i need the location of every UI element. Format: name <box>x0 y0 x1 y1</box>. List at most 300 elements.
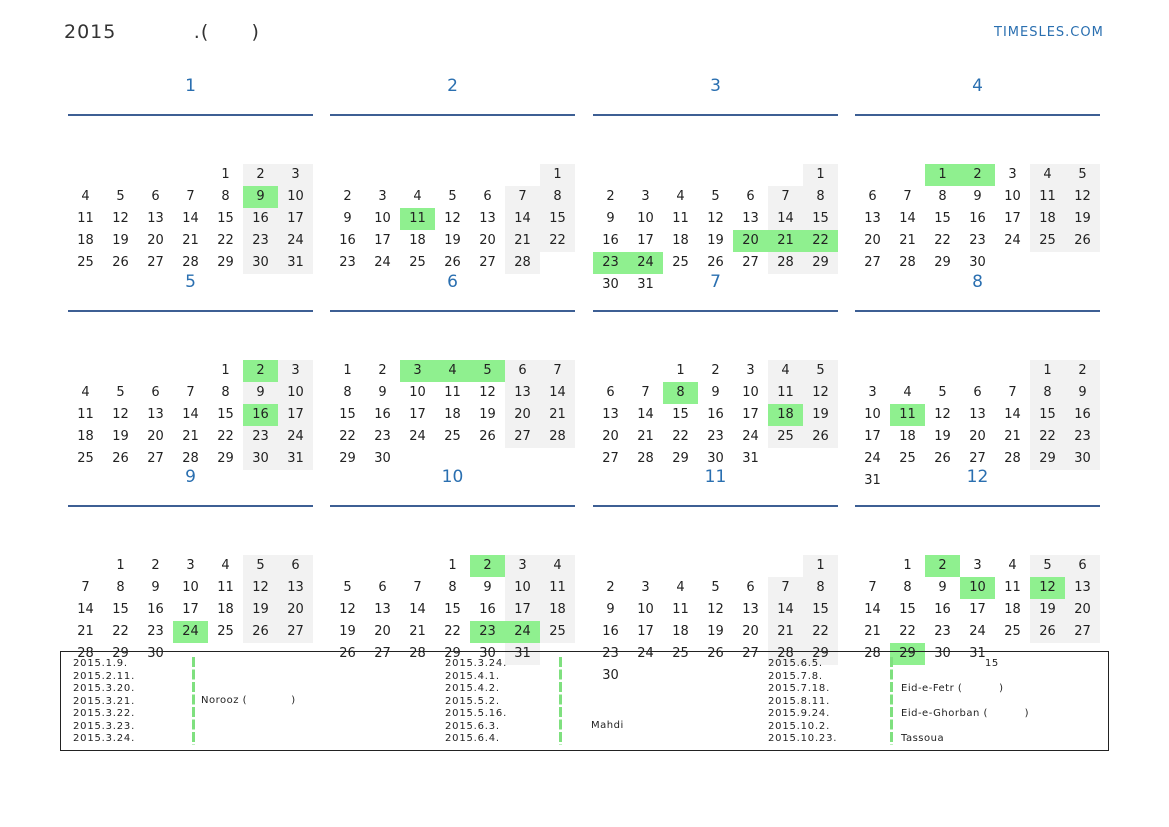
day-cell: 22 <box>803 621 838 643</box>
day-cell: 19 <box>1030 599 1065 621</box>
day-cell: 7 <box>413 580 422 595</box>
day-cell: 14 <box>899 211 916 226</box>
day-cell: 14 <box>505 208 540 230</box>
day-cell: 29 <box>803 643 838 665</box>
day-cell: 7 <box>1008 385 1017 400</box>
day-cell: 3 <box>746 363 755 378</box>
day-cell: 6 <box>378 580 387 595</box>
day-cell: 17 <box>637 624 654 639</box>
holiday-day-cell: 2 <box>960 164 995 186</box>
day-cell: 21 <box>1004 429 1021 444</box>
legend-date: 2015.3.23. <box>73 720 136 732</box>
site-brand[interactable]: TIMESLES.COM <box>994 25 1104 40</box>
day-cell: 19 <box>243 599 278 621</box>
day-cell: 15 <box>339 407 356 422</box>
day-cell: 31 <box>505 643 540 665</box>
holiday-day-cell: 24 <box>505 621 540 643</box>
day-cell: 23 <box>147 624 164 639</box>
day-cell: 20 <box>505 404 540 426</box>
day-cell: 28 <box>1004 451 1021 466</box>
day-cell: 22 <box>899 624 916 639</box>
legend-date: 2015.8.11. <box>768 695 831 707</box>
month-rule <box>330 310 575 312</box>
holiday-day-cell: 22 <box>803 230 838 252</box>
month-label: 10 <box>441 467 464 487</box>
day-cell: 2 <box>711 363 720 378</box>
day-cell: 7 <box>768 186 803 208</box>
day-cell: 31 <box>969 646 986 661</box>
day-cell: 3 <box>505 555 540 577</box>
day-cell: 13 <box>505 382 540 404</box>
day-cell: 26 <box>444 255 461 270</box>
month-rule <box>593 505 838 507</box>
day-cell: 20 <box>742 624 759 639</box>
day-cell: 19 <box>112 429 129 444</box>
day-cell: 25 <box>1004 624 1021 639</box>
legend-holiday-mahdi: Mahdi <box>591 720 624 731</box>
month-rule <box>68 310 313 312</box>
day-cell: 20 <box>278 599 313 621</box>
calendar-title: 2015 .( ) <box>64 21 260 43</box>
holiday-day-cell: 3 <box>400 360 435 382</box>
day-cell: 14 <box>182 211 199 226</box>
holiday-day-cell: 29 <box>890 643 925 665</box>
day-cell: 11 <box>1030 186 1065 208</box>
day-cell: 29 <box>339 451 356 466</box>
day-cell: 31 <box>864 473 881 488</box>
day-cell: 30 <box>602 277 619 292</box>
holiday-day-cell: 11 <box>890 404 925 426</box>
day-cell: 21 <box>182 429 199 444</box>
day-cell: 30 <box>147 646 164 661</box>
day-cell: 9 <box>938 580 947 595</box>
day-cell: 16 <box>339 233 356 248</box>
day-cell: 6 <box>868 189 877 204</box>
day-cell: 8 <box>938 189 947 204</box>
day-cell: 5 <box>116 189 125 204</box>
month-rule <box>855 505 1100 507</box>
day-cell: 14 <box>77 602 94 617</box>
day-cell: 30 <box>969 255 986 270</box>
day-cell: 8 <box>343 385 352 400</box>
day-cell: 19 <box>444 233 461 248</box>
day-cell: 26 <box>112 451 129 466</box>
legend-date: 2015.2.11. <box>73 670 136 682</box>
day-cell: 7 <box>641 385 650 400</box>
day-cell: 10 <box>637 602 654 617</box>
day-cell: 4 <box>676 189 685 204</box>
day-cell: 28 <box>540 426 575 448</box>
day-cell: 30 <box>243 448 278 470</box>
day-cell: 17 <box>742 407 759 422</box>
day-cell: 26 <box>934 451 951 466</box>
holiday-day-cell: 2 <box>470 555 505 577</box>
day-cell: 11 <box>77 211 94 226</box>
day-cell: 11 <box>1004 580 1021 595</box>
legend-date: 2015.3.24. <box>445 658 508 669</box>
day-cell: 19 <box>707 233 724 248</box>
month-rule <box>330 505 575 507</box>
day-cell: 25 <box>217 624 234 639</box>
holiday-day-cell: 11 <box>400 208 435 230</box>
day-cell: 27 <box>864 255 881 270</box>
holiday-day-cell: 9 <box>243 186 278 208</box>
day-cell: 3 <box>641 580 650 595</box>
day-cell: 13 <box>1065 577 1100 599</box>
day-cell: 4 <box>540 555 575 577</box>
day-cell: 2 <box>151 558 160 573</box>
month-rule <box>855 310 1100 312</box>
legend-divider <box>890 657 893 745</box>
day-cell: 4 <box>1008 558 1017 573</box>
day-cell: 26 <box>1065 230 1100 252</box>
legend-holiday-eid-fetr: Eid-e-Fetr ( ) <box>901 683 1004 694</box>
legend-date: 2015.4.2. <box>445 683 500 694</box>
day-cell: 10 <box>637 211 654 226</box>
holiday-day-cell: 2 <box>243 360 278 382</box>
day-cell: 24 <box>637 646 654 661</box>
day-cell: 3 <box>868 385 877 400</box>
day-cell: 13 <box>278 577 313 599</box>
month-rule <box>68 505 313 507</box>
day-cell: 4 <box>1030 164 1065 186</box>
day-cell: 29 <box>444 646 461 661</box>
day-cell: 5 <box>803 360 838 382</box>
day-cell: 5 <box>938 385 947 400</box>
day-cell: 26 <box>479 429 496 444</box>
day-cell: 14 <box>864 602 881 617</box>
day-cell: 25 <box>768 426 803 448</box>
day-cell: 28 <box>409 646 426 661</box>
day-cell: 18 <box>1004 602 1021 617</box>
holiday-day-cell: 23 <box>470 621 505 643</box>
day-cell: 11 <box>672 602 689 617</box>
day-cell: 5 <box>243 555 278 577</box>
day-cell: 2 <box>1065 360 1100 382</box>
day-cell: 14 <box>182 407 199 422</box>
day-cell: 4 <box>81 385 90 400</box>
day-cell: 12 <box>479 385 496 400</box>
day-cell: 8 <box>221 385 230 400</box>
day-cell: 27 <box>742 255 759 270</box>
day-cell: 12 <box>243 577 278 599</box>
day-cell: 27 <box>147 451 164 466</box>
day-cell: 2 <box>243 164 278 186</box>
day-cell: 17 <box>374 233 391 248</box>
day-cell: 13 <box>969 407 986 422</box>
day-cell: 8 <box>540 186 575 208</box>
day-cell: 7 <box>505 186 540 208</box>
legend-date: 2015.1.9. <box>73 658 128 669</box>
month-label: 6 <box>447 272 458 292</box>
day-cell: 4 <box>221 558 230 573</box>
day-cell: 6 <box>746 580 755 595</box>
day-cell: 29 <box>1030 448 1065 470</box>
day-cell: 24 <box>278 230 313 252</box>
day-cell: 18 <box>899 429 916 444</box>
day-cell: 12 <box>112 407 129 422</box>
legend-date: 2015.3.24. <box>73 733 136 744</box>
day-cell: 3 <box>378 189 387 204</box>
day-cell: 16 <box>374 407 391 422</box>
day-cell: 30 <box>934 646 951 661</box>
day-cell: 11 <box>217 580 234 595</box>
day-cell: 27 <box>278 621 313 643</box>
day-cell: 30 <box>243 252 278 274</box>
day-cell: 7 <box>903 189 912 204</box>
day-cell: 18 <box>1030 208 1065 230</box>
day-cell: 15 <box>112 602 129 617</box>
day-cell: 26 <box>707 255 724 270</box>
day-cell: 7 <box>768 577 803 599</box>
day-cell: 19 <box>707 624 724 639</box>
day-cell: 18 <box>217 602 234 617</box>
holiday-day-cell: 8 <box>663 382 698 404</box>
day-cell: 14 <box>1004 407 1021 422</box>
day-cell: 1 <box>116 558 125 573</box>
day-cell: 29 <box>803 252 838 274</box>
day-cell: 31 <box>278 448 313 470</box>
day-cell: 30 <box>707 451 724 466</box>
day-cell: 24 <box>1004 233 1021 248</box>
day-cell: 1 <box>221 167 230 182</box>
day-cell: 20 <box>374 624 391 639</box>
day-cell: 26 <box>243 621 278 643</box>
month-label: 9 <box>185 467 196 487</box>
legend-dates-col-2 <box>445 658 507 746</box>
day-cell: 11 <box>540 577 575 599</box>
day-cell: 5 <box>711 189 720 204</box>
day-cell: 26 <box>339 646 356 661</box>
day-cell: 12 <box>112 211 129 226</box>
day-cell: 13 <box>147 211 164 226</box>
holiday-day-cell: 2 <box>925 555 960 577</box>
day-cell: 15 <box>803 208 838 230</box>
month-rule <box>68 114 313 116</box>
day-cell: 22 <box>1030 426 1065 448</box>
day-cell: 25 <box>77 451 94 466</box>
legend-date: 2015.6.3. <box>445 720 500 732</box>
day-cell: 5 <box>448 189 457 204</box>
day-cell: 3 <box>641 189 650 204</box>
holiday-day-cell: 21 <box>768 230 803 252</box>
day-cell: 24 <box>409 429 426 444</box>
day-cell: 22 <box>934 233 951 248</box>
day-cell: 15 <box>934 211 951 226</box>
day-cell: 17 <box>182 602 199 617</box>
day-cell: 30 <box>374 451 391 466</box>
legend-date: 2015.3.21. <box>73 695 136 707</box>
day-cell: 12 <box>339 602 356 617</box>
day-cell: 11 <box>444 385 461 400</box>
day-cell: 28 <box>768 643 803 665</box>
day-cell: 8 <box>903 580 912 595</box>
day-cell: 20 <box>969 429 986 444</box>
day-cell: 25 <box>899 451 916 466</box>
day-cell: 3 <box>1008 167 1017 182</box>
day-cell: 15 <box>1030 404 1065 426</box>
day-cell: 9 <box>378 385 387 400</box>
month-rule <box>593 310 838 312</box>
day-cell: 5 <box>343 580 352 595</box>
day-cell: 7 <box>868 580 877 595</box>
day-cell: 3 <box>186 558 195 573</box>
day-cell: 20 <box>864 233 881 248</box>
day-cell: 23 <box>243 426 278 448</box>
day-cell: 17 <box>637 233 654 248</box>
day-cell: 11 <box>77 407 94 422</box>
day-cell: 17 <box>505 599 540 621</box>
day-cell: 6 <box>973 385 982 400</box>
day-cell: 6 <box>151 189 160 204</box>
day-cell: 22 <box>540 230 575 252</box>
day-cell: 21 <box>505 230 540 252</box>
day-cell: 20 <box>147 429 164 444</box>
day-cell: 29 <box>217 451 234 466</box>
legend-date: 2015.7.8. <box>768 670 823 682</box>
day-cell: 12 <box>707 602 724 617</box>
day-cell: 22 <box>217 429 234 444</box>
day-cell: 8 <box>221 189 230 204</box>
day-cell: 12 <box>934 407 951 422</box>
day-cell: 1 <box>803 164 838 186</box>
day-cell: 8 <box>116 580 125 595</box>
day-cell: 13 <box>742 211 759 226</box>
legend-date: 2015.4.1. <box>445 670 500 682</box>
day-cell: 26 <box>1030 621 1065 643</box>
day-cell: 8 <box>803 186 838 208</box>
holiday-day-cell: 12 <box>1030 577 1065 599</box>
day-cell: 7 <box>186 189 195 204</box>
day-cell: 16 <box>934 602 951 617</box>
day-cell: 24 <box>278 426 313 448</box>
day-cell: 18 <box>672 624 689 639</box>
day-cell: 9 <box>243 382 278 404</box>
day-cell: 5 <box>116 385 125 400</box>
day-cell: 28 <box>182 451 199 466</box>
day-cell: 27 <box>969 451 986 466</box>
day-cell: 21 <box>899 233 916 248</box>
legend-holiday-eid-ghorban: Eid-e-Ghorban ( ) <box>901 708 1030 719</box>
day-cell: 21 <box>182 233 199 248</box>
day-cell: 2 <box>606 580 615 595</box>
day-cell: 21 <box>77 624 94 639</box>
legend-date: 2015.7.18. <box>768 683 831 694</box>
day-cell: 26 <box>707 646 724 661</box>
day-cell: 25 <box>409 255 426 270</box>
day-cell: 12 <box>803 382 838 404</box>
day-cell: 27 <box>479 255 496 270</box>
day-cell: 21 <box>540 404 575 426</box>
day-cell: 1 <box>1030 360 1065 382</box>
day-cell: 17 <box>1004 211 1021 226</box>
day-cell: 30 <box>602 668 619 683</box>
day-cell: 22 <box>339 429 356 444</box>
day-cell: 2 <box>343 189 352 204</box>
day-cell: 10 <box>409 385 426 400</box>
month-rule <box>593 114 838 116</box>
day-cell: 26 <box>803 426 838 448</box>
day-cell: 28 <box>899 255 916 270</box>
day-cell: 21 <box>768 621 803 643</box>
holiday-legend <box>60 651 1109 751</box>
holiday-day-cell: 24 <box>173 621 208 643</box>
day-cell: 6 <box>151 385 160 400</box>
day-cell: 2 <box>378 363 387 378</box>
day-cell: 18 <box>672 233 689 248</box>
day-cell: 4 <box>413 189 422 204</box>
day-cell: 16 <box>602 233 619 248</box>
day-cell: 16 <box>707 407 724 422</box>
day-cell: 7 <box>81 580 90 595</box>
day-cell: 31 <box>278 252 313 274</box>
day-cell: 10 <box>1004 189 1021 204</box>
day-cell: 13 <box>374 602 391 617</box>
month-label: 7 <box>710 272 721 292</box>
day-cell: 27 <box>1065 621 1100 643</box>
legend-date: 2015.9.24. <box>768 708 831 719</box>
day-cell: 22 <box>672 429 689 444</box>
day-cell: 27 <box>742 646 759 661</box>
day-cell: 13 <box>742 602 759 617</box>
day-cell: 27 <box>147 255 164 270</box>
day-cell: 1 <box>803 555 838 577</box>
day-cell: 19 <box>934 429 951 444</box>
month-label: 1 <box>185 76 196 96</box>
day-cell: 20 <box>602 429 619 444</box>
day-cell: 8 <box>448 580 457 595</box>
day-cell: 27 <box>602 451 619 466</box>
day-cell: 30 <box>1065 448 1100 470</box>
holiday-day-cell: 1 <box>925 164 960 186</box>
month-label: 3 <box>710 76 721 96</box>
day-cell: 25 <box>444 429 461 444</box>
day-cell: 10 <box>374 211 391 226</box>
day-cell: 16 <box>243 208 278 230</box>
day-cell: 30 <box>479 646 496 661</box>
day-cell: 6 <box>1065 555 1100 577</box>
day-cell: 15 <box>217 407 234 422</box>
day-cell: 6 <box>606 385 615 400</box>
day-cell: 15 <box>899 602 916 617</box>
day-cell: 23 <box>707 429 724 444</box>
day-cell: 22 <box>217 233 234 248</box>
day-cell: 4 <box>81 189 90 204</box>
day-cell: 29 <box>672 451 689 466</box>
day-cell: 8 <box>803 577 838 599</box>
holiday-day-cell: 18 <box>768 404 803 426</box>
day-cell: 16 <box>479 602 496 617</box>
day-cell: 1 <box>540 164 575 186</box>
day-cell: 31 <box>742 451 759 466</box>
legend-date: 2015.10.23. <box>768 733 838 744</box>
day-cell: 12 <box>1065 186 1100 208</box>
day-cell: 17 <box>864 429 881 444</box>
day-cell: 13 <box>864 211 881 226</box>
day-cell: 1 <box>676 363 685 378</box>
month-label: 2 <box>447 76 458 96</box>
month-label: 8 <box>972 272 983 292</box>
day-cell: 10 <box>864 407 881 422</box>
day-cell: 13 <box>602 407 619 422</box>
day-cell: 19 <box>112 233 129 248</box>
day-cell: 24 <box>969 624 986 639</box>
day-cell: 9 <box>606 602 615 617</box>
day-cell: 4 <box>768 360 803 382</box>
day-cell: 16 <box>147 602 164 617</box>
day-cell: 1 <box>448 558 457 573</box>
day-cell: 6 <box>278 555 313 577</box>
